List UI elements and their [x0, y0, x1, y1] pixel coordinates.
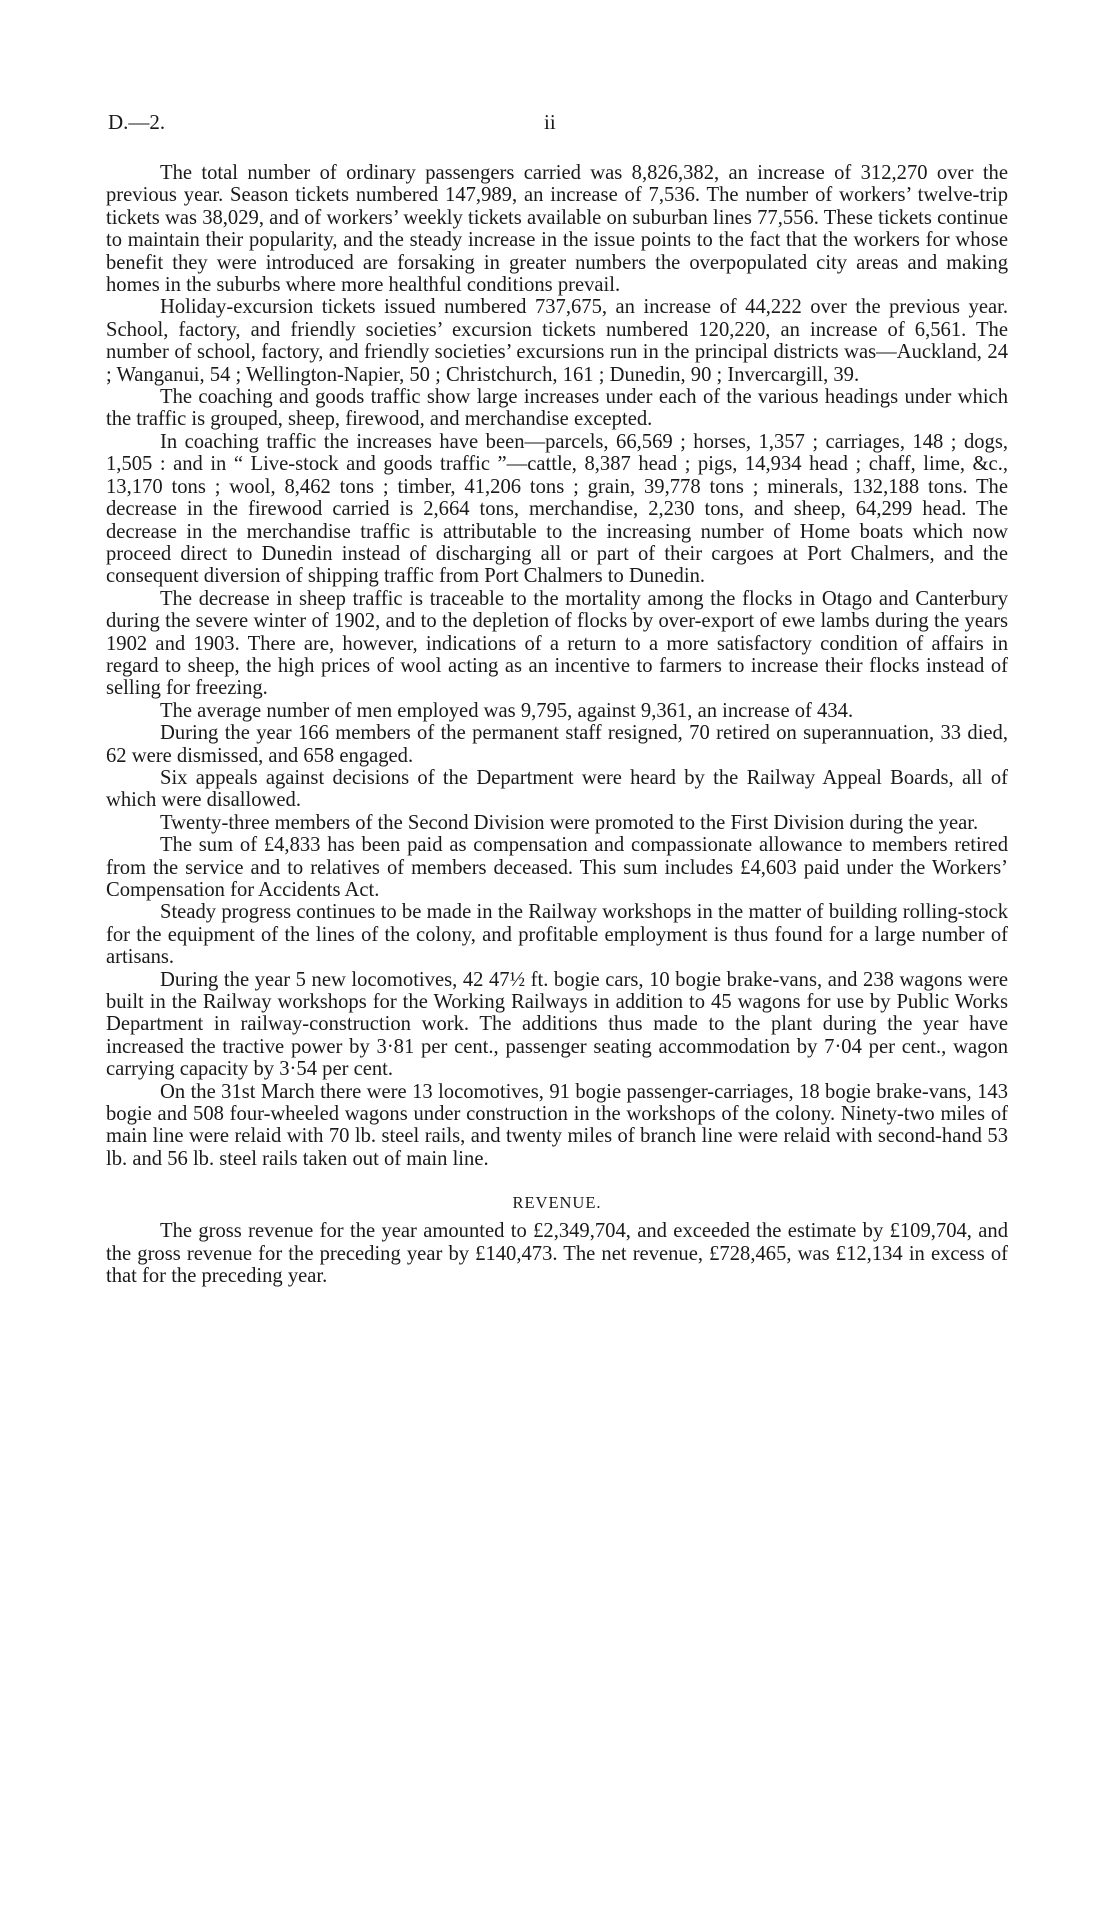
- paragraph-holiday-excursions: Holiday-excursion tickets issued numbered 737,675, an increase of 44,222 over the previous year. School, factory, and friendly societies’ excursion tickets numbered 120,220, an increase of 6,561. The number of school, factory, and friendly societies’ excursions run in the principal districts was—Auckland, 24 ; Wanganui, 54 ; Wellington-Napier, 50 ; Christchurch, 161 ; Dunedin, 90 ; Invercargill, 39.: [106, 296, 1008, 386]
- document-body: [106, 162, 1008, 1288]
- document-reference: D.—2.: [108, 110, 166, 134]
- paragraph-under-construction: On the 31st March there were 13 locomotives, 91 bogie passenger-carriages, 18 bogie brake-vans, 143 bogie and 508 four-wheeled wagons under construction in the workshops of the colony. Ninety-two miles of main line were relaid with 70 lb. steel rails, and twenty miles of branch line were relaid with second-hand 53 lb. and 56 lb. steel rails taken out of main line.: [106, 1080, 1008, 1170]
- paragraph-coaching-increases: In coaching traffic the increases have been—parcels, 66,569 ; horses, 1,357 ; carriages, 148 ; dogs, 1,505 : and in “ Live-stock and goods traffic ”—cattle, 8,387 head ; pigs, 14,934 head ; chaff, lime, &c., 13,170 tons ; wool, 8,462 tons ; timber, 41,206 tons ; grain, 39,778 tons ; minerals, 132,188 tons. The decrease in the firewood carried is 2,664 tons, merchandise, 2,230 tons, and sheep, 64,299 head. The decrease in the merchandise traffic is attributable to the increasing number of Home boats which now proceed direct to Dunedin instead of discharging all or part of their cargoes at Port Chalmers, and the consequent diversion of shipping traffic from Port Chalmers to Dunedin.: [106, 430, 1008, 588]
- paragraph-passengers: The total number of ordinary passengers carried was 8,826,382, an increase of 312,270 over the previous year. Season tickets numbered 147,989, an increase of 7,536. The number of workers’ twelve-trip tickets was 38,029, and of workers’ weekly tickets available on suburban lines 77,556. These tickets continue to maintain their popularity, and the steady increase in the issue points to the fact that the workers for whose benefit they were introduced are forsaking in greater numbers the overpopulated city areas and making homes in the suburbs where more healthful conditions prevail.: [106, 162, 1008, 297]
- revenue-heading: REVENUE.: [512, 1193, 602, 1213]
- paragraph-rolling-stock-built: During the year 5 new locomotives, 42 47½ ft. bogie cars, 10 bogie brake-vans, and 238 wagons were built in the Railway workshops for the Working Railways in addition to 45 wagons for use by Public Works Department in railway-construction work. The additions thus made to the plant during the year have increased the tractive power by 3·81 per cent., passenger seating accommodation by 7·04 per cent., wagon carrying capacity by 3·54 per cent.: [106, 968, 1008, 1081]
- paragraph-coaching-goods-summary: The coaching and goods traffic show large increases under each of the various headings under which the traffic is grouped, sheep, firewood, and merchandise excepted.: [106, 386, 1008, 431]
- paragraph-appeals: Six appeals against decisions of the Department were heard by the Railway Appeal Boards, all of which were disallowed.: [106, 766, 1008, 812]
- paragraph-staff-changes: During the year 166 members of the permanent staff resigned, 70 retired on superannuation, 33 died, 62 were dismissed, and 658 engaged.: [106, 722, 1008, 767]
- paragraph-compensation: The sum of £4,833 has been paid as compensation and compassionate allowance to members retired from the service and to relatives of members deceased. This sum includes £4,603 paid under the Workers’ Compensation for Accidents Act.: [106, 834, 1008, 901]
- page-number: ii: [544, 110, 556, 134]
- paragraph-men-employed: The average number of men employed was 9,795, against 9,361, an increase of 434.: [160, 699, 854, 722]
- paragraph-promotions: Twenty-three members of the Second Division were promoted to the First Division during the year.: [160, 811, 979, 834]
- paragraph-revenue: The gross revenue for the year amounted to £2,349,704, and exceeded the estimate by £109,704, and the gross revenue for the preceding year by £140,473. The net revenue, £728,465, was £12,134 in excess of that for the preceding year.: [106, 1220, 1008, 1288]
- paragraph-workshops-progress: Steady progress continues to be made in the Railway workshops in the matter of building rolling-stock for the equipment of the lines of the colony, and profitable employment is thus found for a large number of artisans.: [106, 901, 1008, 969]
- page-header: [108, 110, 1006, 138]
- paragraph-sheep-traffic: The decrease in sheep traffic is traceable to the mortality among the flocks in Otago and Canterbury during the severe winter of 1902, and to the depletion of flocks by over-export of ewe lambs during the years 1902 and 1903. There are, however, indications of a return to a more satisfactory condition of affairs in regard to sheep, the high prices of wool acting as an incentive to farmers to increase their flocks instead of selling for freezing.: [106, 587, 1008, 700]
